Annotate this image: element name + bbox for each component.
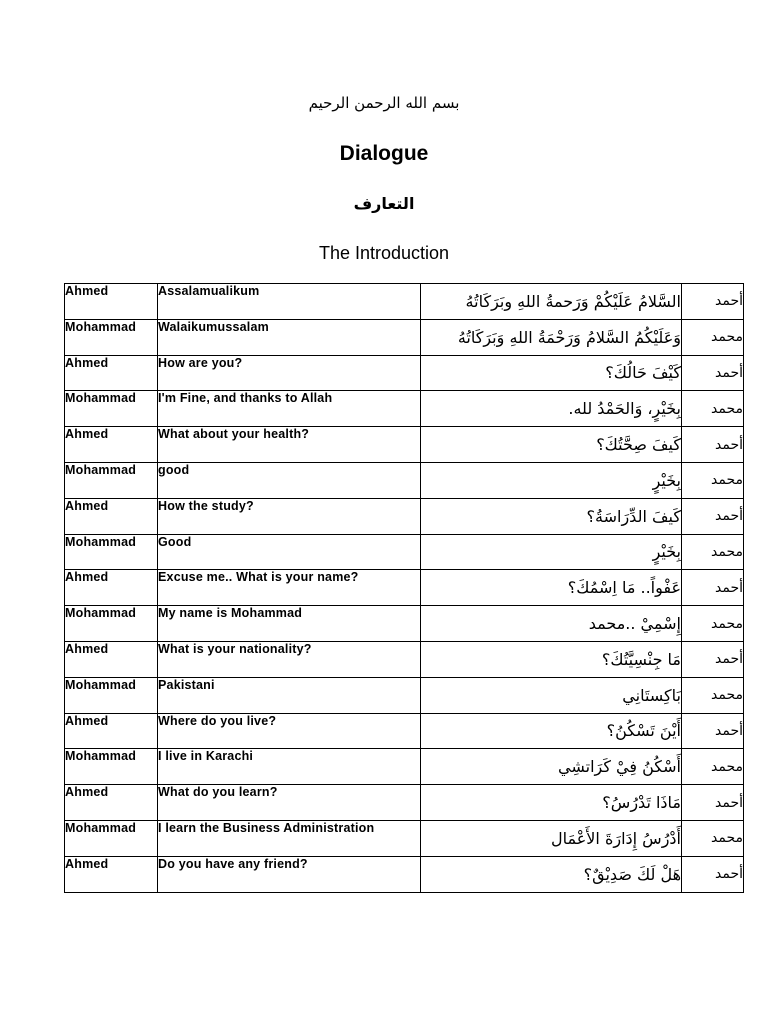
arabic-text-cell: وَعَلَيْكُمُ السَّلامُ وَرَحْمَةُ اللهِ وَبَرَكَاتُهُ (421, 319, 682, 355)
speaker-cell: Mohammad (65, 319, 158, 355)
table-row (65, 856, 744, 892)
arabic-speaker-cell: أحمد (682, 355, 744, 391)
arabic-text-cell: مَاذَا تَدْرُسُ؟ (421, 785, 682, 821)
table-row (65, 319, 744, 355)
english-text-cell: I learn the Business Administration (158, 820, 421, 856)
arabic-text-cell: بِخَيْرٍ (421, 462, 682, 498)
arabic-text-cell: بَاكِستَانِي (421, 677, 682, 713)
arabic-speaker-cell: أحمد (682, 785, 744, 821)
arabic-text-cell: أَدْرُسُ إِدَارَةَ الأَعْمَال (421, 820, 682, 856)
table-row (65, 534, 744, 570)
table-row (65, 355, 744, 391)
speaker-cell: Mohammad (65, 391, 158, 427)
speaker-cell: Ahmed (65, 856, 158, 892)
arabic-speaker-cell: محمد (682, 534, 744, 570)
speaker-cell: Ahmed (65, 713, 158, 749)
table-row (65, 785, 744, 821)
arabic-speaker-cell: محمد (682, 319, 744, 355)
page-subtitle: The Introduction (318, 243, 450, 263)
bismillah-heading: بسم الله الرحمن الرحيم (308, 94, 460, 112)
speaker-cell: Ahmed (65, 284, 158, 320)
arabic-speaker-cell: أحمد (682, 713, 744, 749)
arabic-title: التعارف (353, 194, 415, 213)
dialogue-table (64, 283, 744, 893)
arabic-text-cell: هَلْ لَكَ صَدِيْقٌ؟ (421, 856, 682, 892)
arabic-speaker-cell: محمد (682, 462, 744, 498)
table-row (65, 284, 744, 320)
arabic-speaker-cell: محمد (682, 391, 744, 427)
arabic-text-cell: مَا جِنْسِيَّتُكَ؟ (421, 641, 682, 677)
table-row (65, 391, 744, 427)
english-text-cell: What do you learn? (158, 785, 421, 821)
english-text-cell: Do you have any friend? (158, 856, 421, 892)
speaker-cell: Ahmed (65, 355, 158, 391)
table-row (65, 677, 744, 713)
speaker-cell: Ahmed (65, 641, 158, 677)
arabic-speaker-cell: محمد (682, 820, 744, 856)
table-row (65, 498, 744, 534)
table-row (65, 427, 744, 463)
english-text-cell: How the study? (158, 498, 421, 534)
english-text-cell: Good (158, 534, 421, 570)
english-text-cell: Walaikumussalam (158, 319, 421, 355)
arabic-text-cell: عَفْواً.. مَا اِسْمُكَ؟ (421, 570, 682, 606)
speaker-cell: Mohammad (65, 462, 158, 498)
arabic-text-cell: أَسْكُنُ فِيْ كَرَاتشِي (421, 749, 682, 785)
arabic-speaker-cell: محمد (682, 749, 744, 785)
speaker-cell: Mohammad (65, 534, 158, 570)
table-row (65, 570, 744, 606)
speaker-cell: Ahmed (65, 427, 158, 463)
english-text-cell: Excuse me.. What is your name? (158, 570, 421, 606)
arabic-speaker-cell: أحمد (682, 856, 744, 892)
arabic-speaker-cell: أحمد (682, 570, 744, 606)
speaker-cell: Mohammad (65, 606, 158, 642)
table-row (65, 820, 744, 856)
arabic-text-cell: بِخَيْرٍ (421, 534, 682, 570)
english-text-cell: Assalamualikum (158, 284, 421, 320)
arabic-speaker-cell: محمد (682, 677, 744, 713)
speaker-cell: Ahmed (65, 498, 158, 534)
english-text-cell: good (158, 462, 421, 498)
arabic-text-cell: كَيْفَ حَالُكَ؟ (421, 355, 682, 391)
arabic-text-cell: بِخَيْرٍ، وَالحَمْدُ لله. (421, 391, 682, 427)
speaker-cell: Mohammad (65, 820, 158, 856)
english-text-cell: My name is Mohammad (158, 606, 421, 642)
arabic-text-cell: السَّلامُ عَلَيْكُمْ وَرَحمةُ اللهِ وبَرَكَاتُهُ (421, 284, 682, 320)
arabic-speaker-cell: أحمد (682, 641, 744, 677)
english-text-cell: I'm Fine, and thanks to Allah (158, 391, 421, 427)
arabic-speaker-cell: محمد (682, 606, 744, 642)
dialogue-table-body (65, 284, 744, 893)
english-text-cell: I live in Karachi (158, 749, 421, 785)
speaker-cell: Ahmed (65, 570, 158, 606)
speaker-cell: Mohammad (65, 677, 158, 713)
table-row (65, 749, 744, 785)
arabic-text-cell: أَيْنَ تَسْكُنُ؟ (421, 713, 682, 749)
table-row (65, 713, 744, 749)
page-title: Dialogue (339, 142, 429, 165)
table-row (65, 462, 744, 498)
arabic-text-cell: كَيفَ الدِّرَاسَةُ؟ (421, 498, 682, 534)
arabic-text-cell: كَيفَ صِحَّتُكَ؟ (421, 427, 682, 463)
english-text-cell: How are you? (158, 355, 421, 391)
arabic-speaker-cell: أحمد (682, 498, 744, 534)
english-text-cell: What is your nationality? (158, 641, 421, 677)
english-text-cell: Pakistani (158, 677, 421, 713)
arabic-speaker-cell: أحمد (682, 427, 744, 463)
english-text-cell: Where do you live? (158, 713, 421, 749)
table-row (65, 606, 744, 642)
arabic-text-cell: إِسْمِيْ ..محمد (421, 606, 682, 642)
arabic-speaker-cell: أحمد (682, 284, 744, 320)
english-text-cell: What about your health? (158, 427, 421, 463)
table-row (65, 641, 744, 677)
speaker-cell: Mohammad (65, 749, 158, 785)
speaker-cell: Ahmed (65, 785, 158, 821)
